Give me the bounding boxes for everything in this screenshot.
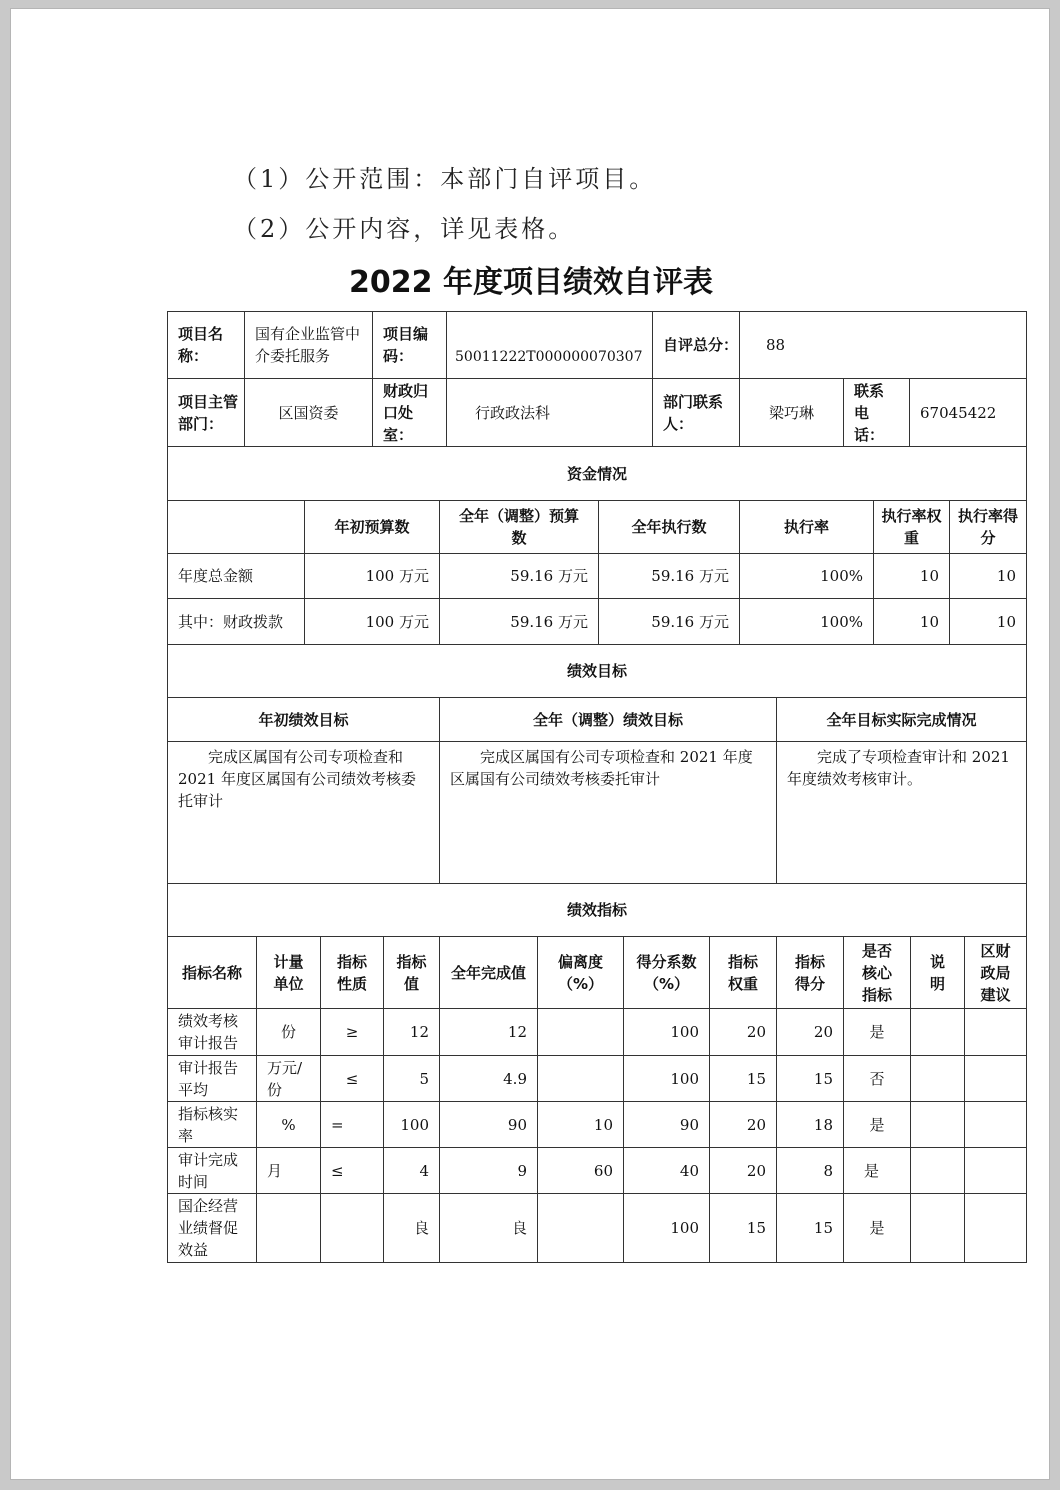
funds-header: 全年执行数	[631, 518, 707, 536]
indicator-actual: 9	[517, 1161, 527, 1180]
project-code-label: 项目编码：	[383, 325, 429, 365]
indicator-value: 4	[419, 1161, 429, 1180]
indicator-weight: 15	[746, 1069, 766, 1088]
funds-header: 全年（调整）预算数	[458, 507, 579, 547]
indicator-core: 是	[869, 1219, 885, 1237]
funds-cell: 100%	[820, 612, 863, 631]
score-label: 自评总分：	[663, 336, 739, 354]
goals-header: 全年目标实际完成情况	[826, 710, 977, 729]
funds-cell: 100%	[820, 567, 863, 585]
indicator-unit: %	[281, 1115, 296, 1134]
indicator-coefficient: 100	[670, 1069, 699, 1088]
indicator-actual: 90	[507, 1115, 527, 1134]
indicator-score: 15	[813, 1219, 833, 1237]
indicator-name: 审计报告平均	[178, 1058, 239, 1099]
indicators-header: 指标值	[396, 952, 427, 993]
contact-value: 梁巧琳	[768, 403, 814, 422]
funds-header: 年初预算数	[334, 518, 410, 536]
indicator-nature	[321, 1194, 383, 1262]
funds-section-title: 资金情况	[566, 464, 627, 483]
project-name-value: 国有企业监管中介委托服务	[255, 325, 361, 365]
project-name-label: 项目名称：	[178, 325, 224, 365]
indicator-unit: 万元/份	[267, 1058, 303, 1099]
indicator-core: 是	[869, 1115, 885, 1134]
indicator-value: 100	[400, 1115, 429, 1134]
indicator-nature: ≤	[331, 1161, 344, 1180]
indicator-name: 国企经营业绩督促效益	[178, 1197, 239, 1259]
indicators-header: 指标得分	[794, 952, 825, 993]
indicator-unit: 份	[280, 1023, 296, 1041]
indicator-weight: 20	[746, 1115, 766, 1134]
intro-line-1: （1）公开范围：本部门自评项目。	[233, 165, 657, 193]
funds-cell: 59.16 万元	[510, 612, 588, 631]
indicator-deviation	[538, 1194, 623, 1262]
funds-cell: 59.16 万元	[651, 567, 729, 585]
indicator-deviation	[538, 1009, 623, 1055]
project-code-value: 50011222T000000070307	[455, 349, 643, 365]
phone-label: 联系电话：	[854, 381, 885, 444]
indicator-actual: 12	[507, 1023, 527, 1041]
dept-label: 项目主管部门：	[178, 392, 239, 433]
indicator-nature: =	[331, 1115, 344, 1134]
indicator-name: 绩效考核审计报告	[178, 1012, 239, 1052]
intro-line-2: （2）公开内容，详见表格。	[233, 215, 576, 243]
indicators-header: 区财政局建议	[980, 941, 1011, 1004]
contact-label: 部门联系人：	[663, 392, 724, 433]
dept-value: 区国资委	[278, 403, 339, 422]
indicator-value: 12	[409, 1023, 429, 1041]
indicator-weight: 20	[746, 1161, 766, 1180]
indicator-name: 指标核实率	[178, 1104, 239, 1145]
indicator-weight: 20	[746, 1023, 766, 1041]
indicators-header: 是否核心指标	[861, 941, 892, 1004]
indicator-nature: ≥	[345, 1023, 359, 1041]
funds-cell: 10	[919, 567, 939, 585]
indicator-coefficient: 40	[679, 1161, 699, 1180]
indicator-score: 15	[813, 1069, 833, 1088]
funds-header: 执行率	[783, 518, 829, 536]
indicator-deviation: 10	[593, 1115, 613, 1134]
indicator-deviation	[538, 1056, 623, 1101]
indicators-header: 说明	[929, 952, 945, 993]
funds-cell: 10	[996, 612, 1016, 631]
indicator-coefficient: 100	[670, 1219, 699, 1237]
indicator-weight: 15	[746, 1219, 766, 1237]
indicator-core: 是	[864, 1161, 880, 1180]
goals-section-title: 绩效目标	[566, 662, 627, 680]
funds-cell: 100 万元	[365, 612, 429, 631]
indicator-value: 良	[413, 1219, 429, 1237]
goals-header: 年初绩效目标	[258, 710, 349, 729]
goal-initial: 完成区属国有公司专项检查和 2021 年度区属国有公司绩效考核委托审计	[178, 748, 416, 810]
funds-cell: 59.16 万元	[510, 567, 588, 585]
indicators-header: 全年完成值	[450, 963, 526, 982]
indicators-header: 指标名称	[182, 963, 243, 982]
indicators-header: 指标性质	[336, 952, 367, 993]
funds-row-label: 年度总金额	[178, 567, 254, 585]
indicator-nature: ≤	[345, 1069, 359, 1088]
funds-cell: 59.16 万元	[651, 612, 729, 631]
indicators-header: 偏离度（%）	[557, 952, 604, 993]
funds-header: 执行率权重	[881, 507, 942, 547]
indicator-value: 5	[419, 1069, 429, 1088]
indicator-unit	[257, 1194, 320, 1262]
indicator-actual: 4.9	[503, 1069, 527, 1088]
indicator-score: 20	[813, 1023, 833, 1041]
goal-adjusted: 完成区属国有公司专项检查和 2021 年度区属国有公司绩效考核委托审计	[450, 748, 753, 788]
funds-cell: 10	[919, 612, 939, 631]
table-title: 2022 年度项目绩效自评表	[349, 265, 713, 300]
indicator-score: 18	[813, 1115, 833, 1134]
goal-actual: 完成了专项检查审计和 2021 年度绩效考核审计。	[787, 748, 1010, 788]
indicator-actual: 良	[511, 1219, 527, 1237]
indicators-header: 指标权重	[727, 952, 758, 993]
finance-label: 财政归口处室：	[383, 381, 429, 444]
indicator-score: 8	[823, 1161, 833, 1180]
indicators-section-title: 绩效指标	[566, 901, 627, 919]
funds-cell: 100 万元	[365, 567, 429, 585]
indicators-header: 计量单位	[273, 952, 304, 993]
funds-cell: 10	[996, 567, 1016, 585]
indicator-name: 审计完成时间	[178, 1150, 239, 1191]
indicator-core: 否	[869, 1069, 885, 1088]
indicators-header: 得分系数（%）	[636, 952, 697, 993]
indicator-unit: 月	[267, 1161, 283, 1180]
funds-row-label: 其中：财政拨款	[178, 612, 284, 631]
indicator-coefficient: 100	[670, 1023, 699, 1041]
phone-value: 67045422	[920, 403, 997, 422]
indicator-coefficient: 90	[679, 1115, 699, 1134]
indicator-deviation: 60	[593, 1161, 613, 1180]
score-value: 88	[766, 336, 786, 354]
indicator-core: 是	[869, 1023, 885, 1041]
funds-header: 执行率得分	[957, 507, 1018, 547]
finance-value: 行政政法科	[475, 403, 551, 422]
goals-header: 全年（调整）绩效目标	[532, 710, 683, 729]
